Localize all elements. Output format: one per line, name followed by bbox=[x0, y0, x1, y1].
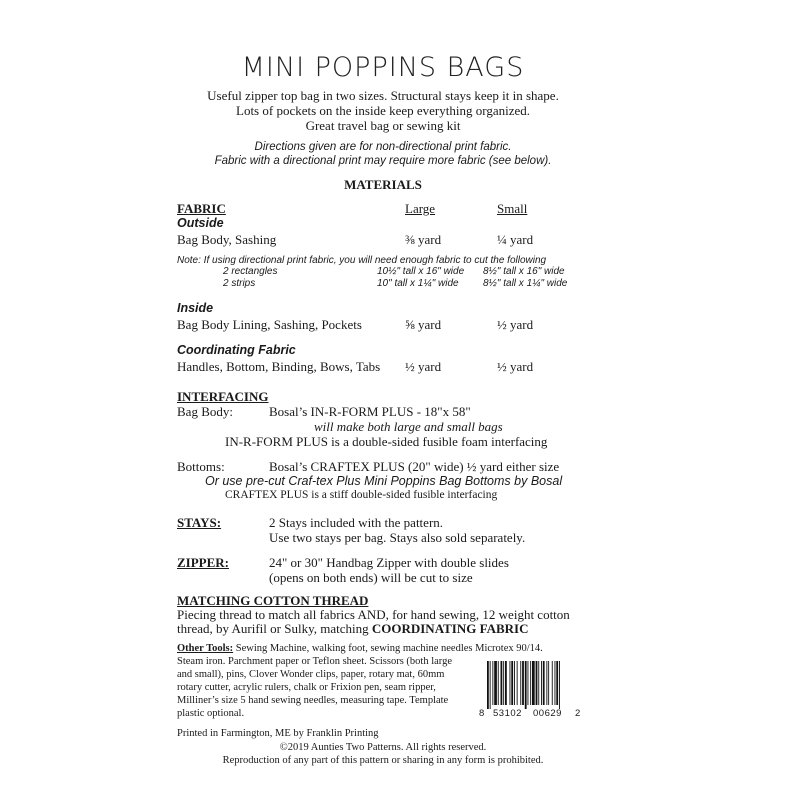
thread-line-1: Piecing thread to match all fabrics AND, for hand sewing, 12 weight cotton bbox=[177, 607, 570, 622]
coordinating-small: ½ yard bbox=[497, 359, 534, 374]
note-row-2-small: 8½" tall x 1¼" wide bbox=[483, 278, 568, 289]
directions-line-1: Directions given are for non-directional print fabric. bbox=[254, 141, 512, 153]
other-tools-label: Other Tools: bbox=[177, 643, 234, 654]
barcode-bar bbox=[494, 661, 497, 705]
barcode-bar bbox=[503, 661, 504, 705]
barcode-bar bbox=[510, 661, 511, 705]
barcode-digits-mid1: 53102 bbox=[493, 708, 522, 719]
stays-label: STAYS: bbox=[177, 515, 222, 530]
note-row-1-label: 2 rectangles bbox=[223, 266, 278, 277]
barcode-bar bbox=[548, 661, 549, 705]
other-tools-text-1: Sewing Machine, walking foot, sewing machine needles Microtex 90/14. bbox=[233, 643, 543, 654]
coordinating-large: ½ yard bbox=[405, 359, 442, 374]
printed-by: Printed in Farmington, ME by Franklin Printing bbox=[177, 728, 379, 739]
barcode-digits-mid2: 00629 bbox=[533, 708, 562, 719]
directional-note: Note: If using directional print fabric, you will need enough fabric to cut the following bbox=[177, 255, 547, 266]
barcode-bar bbox=[536, 661, 538, 705]
inside-small: ½ yard bbox=[497, 317, 534, 332]
interfacing-heading: INTERFACING bbox=[177, 389, 269, 404]
outside-item: Bag Body, Sashing bbox=[177, 232, 277, 247]
barcode-bar bbox=[520, 661, 521, 705]
barcode-bar bbox=[552, 661, 553, 705]
barcode-bar bbox=[492, 661, 493, 705]
note-row-1-large: 10½" tall x 16" wide bbox=[377, 266, 465, 277]
other-tools-line-5: Milliner’s size 5 hand sewing needles, measuring tape. Template bbox=[177, 695, 449, 706]
inside-heading: Inside bbox=[177, 301, 214, 315]
barcode-bar bbox=[525, 661, 527, 709]
fabric-heading: FABRIC bbox=[177, 201, 226, 216]
other-tools-line-4: rotary cutter, acrylic rulers, chalk or Frixion pen, seam ripper, bbox=[177, 682, 436, 693]
note-row-1-small: 8½" tall x 16" wide bbox=[483, 266, 565, 277]
barcode-bar bbox=[556, 661, 558, 705]
barcode-bar bbox=[532, 661, 535, 705]
bag-body-text: Bosal’s IN-R-FORM PLUS - 18"x 58" bbox=[269, 404, 471, 419]
bag-body-label: Bag Body: bbox=[177, 404, 233, 419]
barcode-bar bbox=[559, 661, 560, 709]
barcode-bar bbox=[517, 661, 518, 705]
bottoms-desc: CRAFTEX PLUS is a stiff double-sided fusible interfacing bbox=[225, 489, 498, 501]
intro-line-1: Useful zipper top bag in two sizes. Structural stays keep it in shape. bbox=[207, 88, 559, 103]
barcode-bar bbox=[487, 661, 489, 709]
inside-large: ⅝ yard bbox=[405, 317, 442, 332]
bag-body-note: will make both large and small bags bbox=[314, 419, 503, 434]
barcode bbox=[479, 659, 583, 721]
barcode-bar bbox=[538, 661, 539, 705]
other-tools-line-3: and small), pins, Clover Wonder clips, paper, rotary mat, 60mm bbox=[177, 669, 445, 680]
coordinating-item: Handles, Bottom, Binding, Bows, Tabs bbox=[177, 359, 381, 374]
barcode-bar bbox=[501, 661, 503, 705]
materials-heading: MATERIALS bbox=[344, 177, 422, 192]
coordinating-heading: Coordinating Fabric bbox=[177, 343, 296, 357]
outside-heading: Outside bbox=[177, 216, 224, 230]
directions-line-2: Fabric with a directional print may require more fabric (see below). bbox=[214, 155, 552, 167]
thread-line-2-text: thread, by Aurifil or Sulky, matching bbox=[177, 621, 372, 636]
barcode-bar bbox=[505, 661, 507, 705]
outside-large: ⅜ yard bbox=[405, 232, 442, 247]
thread-heading: MATCHING COTTON THREAD bbox=[177, 593, 369, 608]
barcode-bar bbox=[511, 661, 513, 705]
note-row-2-large: 10" tall x 1¼" wide bbox=[377, 278, 459, 289]
bag-body-desc: IN-R-FORM PLUS is a double-sided fusible foam interfacing bbox=[225, 434, 548, 449]
stays-line-2: Use two stays per bag. Stays also sold separately. bbox=[269, 530, 526, 545]
reproduction-notice: Reproduction of any part of this pattern or sharing in any form is prohibited. bbox=[222, 755, 544, 766]
intro-line-2: Lots of pockets on the inside keep everything organized. bbox=[236, 103, 530, 118]
barcode-bar bbox=[530, 661, 531, 705]
other-tools-line-1 bbox=[177, 643, 543, 654]
other-tools-line-6: plastic optional. bbox=[177, 708, 245, 719]
note-row-2-label: 2 strips bbox=[223, 278, 256, 289]
page-title: MINI POPPINS BAGS bbox=[241, 52, 525, 83]
thread-line-2 bbox=[177, 621, 528, 637]
bottoms-text: Bosal’s CRAFTEX PLUS (20" wide) ½ yard either size bbox=[269, 459, 560, 474]
barcode-bar bbox=[522, 661, 524, 705]
bottoms-label: Bottoms: bbox=[177, 459, 225, 474]
bottoms-alt: Or use pre-cut Craf-tex Plus Mini Poppins Bag Bottoms by Bosal bbox=[205, 474, 563, 488]
barcode-digit-right: 2 bbox=[575, 708, 581, 719]
barcode-bar bbox=[490, 661, 491, 709]
barcode-bar bbox=[541, 661, 542, 705]
barcode-digit-left: 8 bbox=[479, 708, 485, 719]
zipper-line-2: (opens on both ends) will be cut to size bbox=[269, 570, 473, 585]
barcode-digits bbox=[479, 708, 583, 720]
barcode-bar bbox=[543, 661, 545, 705]
col-small-header: Small bbox=[497, 201, 528, 216]
barcode-bar bbox=[514, 661, 515, 705]
barcode-bar bbox=[546, 661, 547, 705]
intro-line-3: Great travel bag or sewing kit bbox=[305, 118, 461, 133]
outside-small: ¼ yard bbox=[497, 232, 534, 247]
barcode-bar bbox=[498, 661, 499, 705]
other-tools-line-2: Steam iron. Parchment paper or Teflon sheet. Scissors (both large bbox=[177, 656, 453, 667]
stays-line-1: 2 Stays included with the pattern. bbox=[269, 515, 444, 530]
thread-line-2-bold: COORDINATING FABRIC bbox=[371, 621, 529, 636]
col-large-header: Large bbox=[405, 201, 436, 216]
barcode-bars bbox=[479, 659, 583, 709]
barcode-bar bbox=[528, 661, 529, 705]
zipper-label: ZIPPER: bbox=[177, 555, 229, 570]
inside-item: Bag Body Lining, Sashing, Pockets bbox=[177, 317, 362, 332]
zipper-line-1: 24" or 30" Handbag Zipper with double slides bbox=[269, 555, 509, 570]
copyright: ©2019 Aunties Two Patterns. All rights reserved. bbox=[279, 742, 487, 753]
barcode-bar bbox=[555, 661, 556, 705]
